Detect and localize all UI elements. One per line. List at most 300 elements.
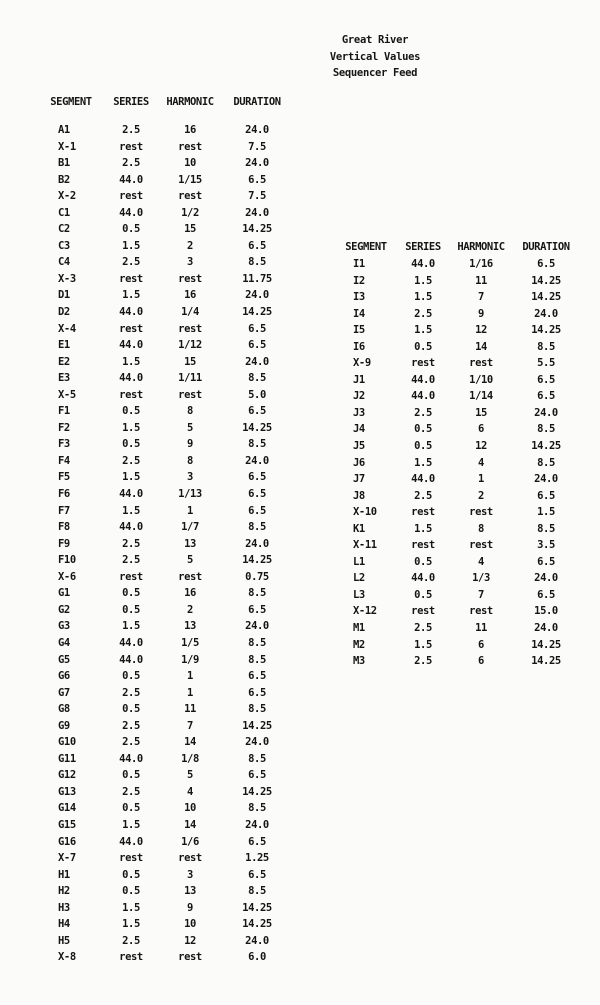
harmonic-cell: rest bbox=[178, 852, 202, 865]
duration-cell: 8.5 bbox=[537, 423, 555, 436]
duration-cell: 6.5 bbox=[248, 322, 266, 335]
duration-cell: 7.5 bbox=[248, 140, 266, 153]
segment-cell: G13 bbox=[58, 785, 76, 798]
series-cell: 1.5 bbox=[122, 901, 140, 914]
harmonic-cell: 15 bbox=[184, 355, 196, 368]
duration-cell: 14.25 bbox=[242, 785, 272, 798]
duration-cell: 1.25 bbox=[245, 852, 269, 865]
duration-cell: 8.5 bbox=[248, 885, 266, 898]
duration-cell: 3.5 bbox=[537, 539, 555, 552]
duration-cell: 24.0 bbox=[534, 572, 558, 585]
harmonic-cell: 1/9 bbox=[181, 653, 199, 666]
series-cell: rest bbox=[411, 506, 435, 519]
duration-cell: 14.25 bbox=[531, 324, 561, 337]
series-cell: 0.5 bbox=[122, 802, 140, 815]
series-cell: 2.5 bbox=[122, 124, 140, 136]
segment-cell: F9 bbox=[58, 537, 70, 550]
segment-cell: F2 bbox=[58, 421, 70, 434]
segment-cell: F6 bbox=[58, 488, 70, 501]
series-cell: 1.5 bbox=[122, 818, 140, 831]
duration-cell: 5.0 bbox=[248, 388, 266, 401]
duration-header: DURATION bbox=[233, 96, 281, 108]
duration-cell: 24.0 bbox=[245, 124, 269, 136]
duration-cell: 14.25 bbox=[242, 901, 272, 914]
series-cell: 44.0 bbox=[411, 390, 435, 403]
document-title bbox=[300, 32, 450, 82]
series-cell: 1.5 bbox=[122, 918, 140, 931]
harmonic-header: HARMONIC bbox=[457, 241, 505, 253]
harmonic-header: HARMONIC bbox=[166, 96, 214, 108]
series-cell: 0.5 bbox=[122, 769, 140, 782]
harmonic-cell: 13 bbox=[184, 620, 196, 633]
duration-cell: 0.75 bbox=[245, 570, 269, 583]
segment-cell: I5 bbox=[353, 324, 365, 337]
series-cell: 0.5 bbox=[122, 885, 140, 898]
segment-cell: H5 bbox=[58, 934, 70, 947]
segment-cell: M3 bbox=[353, 655, 365, 668]
segment-cell: X-12 bbox=[353, 605, 377, 618]
harmonic-cell: 13 bbox=[184, 885, 196, 898]
duration-cell: 8.5 bbox=[248, 587, 266, 600]
duration-cell: 6.0 bbox=[248, 951, 266, 964]
harmonic-cell: 1/7 bbox=[181, 521, 199, 534]
series-cell: 0.5 bbox=[414, 440, 432, 453]
title-line: Sequencer Feed bbox=[332, 67, 418, 79]
series-cell: 44.0 bbox=[119, 653, 143, 666]
harmonic-cell: 15 bbox=[475, 406, 487, 419]
harmonic-cell: 16 bbox=[184, 289, 196, 302]
duration-cell: 14.25 bbox=[242, 918, 272, 931]
series-cell: 2.5 bbox=[122, 157, 140, 170]
segment-cell: H4 bbox=[58, 918, 70, 931]
segment-cell: X-8 bbox=[58, 951, 76, 964]
series-cell: 44.0 bbox=[119, 636, 143, 649]
segment-cell: I3 bbox=[353, 291, 365, 304]
series-cell: 0.5 bbox=[122, 868, 140, 881]
duration-cell: 6.5 bbox=[248, 504, 266, 517]
series-cell: 2.5 bbox=[122, 686, 140, 699]
duration-cell: 8.5 bbox=[248, 438, 266, 451]
harmonic-cell: 13 bbox=[184, 537, 196, 550]
segment-cell: X-2 bbox=[58, 190, 76, 203]
segment-cell: C4 bbox=[58, 256, 70, 269]
segment-cell: G12 bbox=[58, 769, 76, 782]
segment-cell: H3 bbox=[58, 901, 70, 914]
duration-cell: 24.0 bbox=[534, 622, 558, 635]
segment-cell: G2 bbox=[58, 603, 70, 616]
duration-cell: 6.5 bbox=[537, 555, 555, 568]
series-cell: 1.5 bbox=[414, 638, 432, 651]
series-cell: 1.5 bbox=[122, 355, 140, 368]
duration-cell: 8.5 bbox=[248, 372, 266, 385]
segment-cell: G3 bbox=[58, 620, 70, 633]
harmonic-cell: 1/10 bbox=[469, 373, 493, 386]
series-cell: rest bbox=[411, 357, 435, 370]
series-header: SERIES bbox=[113, 96, 149, 108]
series-cell: 2.5 bbox=[122, 934, 140, 947]
segment-cell: L2 bbox=[353, 572, 365, 585]
segment-cell: G4 bbox=[58, 636, 70, 649]
duration-cell: 14.25 bbox=[242, 554, 272, 567]
harmonic-cell: 1/8 bbox=[181, 752, 199, 765]
harmonic-cell: 1/2 bbox=[181, 206, 199, 219]
harmonic-cell: 1/16 bbox=[469, 258, 493, 270]
harmonic-cell: 11 bbox=[475, 274, 487, 287]
segment-cell: J6 bbox=[353, 456, 365, 469]
segment-cell: G6 bbox=[58, 670, 70, 683]
series-cell: 2.5 bbox=[122, 537, 140, 550]
series-cell: 2.5 bbox=[414, 622, 432, 635]
series-cell: 2.5 bbox=[414, 489, 432, 502]
segment-cell: J4 bbox=[353, 423, 365, 436]
series-cell: 0.5 bbox=[122, 438, 140, 451]
duration-cell: 6.5 bbox=[537, 390, 555, 403]
segment-cell: M1 bbox=[353, 622, 365, 635]
segment-cell: F8 bbox=[58, 521, 70, 534]
segment-cell: J1 bbox=[353, 373, 365, 386]
segment-cell: D2 bbox=[58, 306, 70, 319]
harmonic-cell: 1/14 bbox=[469, 390, 493, 403]
series-cell: 2.5 bbox=[122, 719, 140, 732]
segment-cell: J7 bbox=[353, 473, 365, 486]
segment-cell: J5 bbox=[353, 440, 365, 453]
series-cell: 2.5 bbox=[414, 307, 432, 320]
duration-cell: 24.0 bbox=[245, 157, 269, 170]
segment-cell: L1 bbox=[353, 555, 365, 568]
harmonic-cell: rest bbox=[469, 357, 493, 370]
segment-cell: E1 bbox=[58, 339, 70, 352]
harmonic-cell: rest bbox=[178, 190, 202, 203]
harmonic-cell: 1 bbox=[187, 504, 193, 517]
harmonic-cell: 1/12 bbox=[178, 339, 202, 352]
harmonic-cell: rest bbox=[469, 539, 493, 552]
harmonic-cell: 10 bbox=[184, 918, 196, 931]
harmonic-cell: 1/5 bbox=[181, 636, 199, 649]
harmonic-cell: rest bbox=[178, 388, 202, 401]
segment-cell: M2 bbox=[353, 638, 365, 651]
series-cell: 0.5 bbox=[122, 703, 140, 716]
series-cell: rest bbox=[119, 570, 143, 583]
series-cell: 1.5 bbox=[414, 274, 432, 287]
duration-cell: 8.5 bbox=[537, 522, 555, 535]
series-cell: 1.5 bbox=[122, 620, 140, 633]
series-cell: 44.0 bbox=[119, 835, 143, 848]
series-cell: 2.5 bbox=[414, 655, 432, 668]
segment-cell: I2 bbox=[353, 274, 365, 287]
series-cell: 44.0 bbox=[411, 258, 435, 270]
title-line: Vertical Values bbox=[329, 50, 421, 63]
harmonic-cell: 9 bbox=[478, 307, 484, 320]
duration-cell: 24.0 bbox=[245, 289, 269, 302]
harmonic-cell: 7 bbox=[187, 719, 193, 732]
harmonic-cell: 8 bbox=[478, 522, 484, 535]
segment-cell: F10 bbox=[58, 554, 76, 567]
series-cell: 44.0 bbox=[119, 488, 143, 501]
segment-cell: X-9 bbox=[353, 357, 371, 370]
segment-cell: G10 bbox=[58, 736, 76, 749]
segment-cell: F3 bbox=[58, 438, 70, 451]
segment-cell: E2 bbox=[58, 355, 70, 368]
segment-cell: X-11 bbox=[353, 539, 377, 552]
harmonic-cell: 3 bbox=[187, 256, 193, 269]
duration-cell: 6.5 bbox=[537, 588, 555, 601]
harmonic-cell: 6 bbox=[478, 655, 484, 668]
series-cell: 44.0 bbox=[119, 372, 143, 385]
segment-cell: X-6 bbox=[58, 570, 76, 583]
harmonic-cell: 9 bbox=[187, 438, 193, 451]
duration-cell: 24.0 bbox=[245, 454, 269, 467]
segment-cell: X-3 bbox=[58, 272, 76, 285]
harmonic-cell: 12 bbox=[475, 324, 487, 337]
segment-cell: X-4 bbox=[58, 322, 76, 335]
duration-cell: 6.5 bbox=[248, 769, 266, 782]
segment-cell: G11 bbox=[58, 752, 76, 765]
duration-cell: 24.0 bbox=[534, 307, 558, 320]
duration-cell: 14.25 bbox=[242, 719, 272, 732]
duration-cell: 6.5 bbox=[248, 471, 266, 484]
harmonic-cell: 4 bbox=[478, 456, 484, 469]
segment-cell: C1 bbox=[58, 206, 70, 219]
series-cell: 1.5 bbox=[122, 239, 140, 252]
segment-cell: F7 bbox=[58, 504, 70, 517]
harmonic-cell: 8 bbox=[187, 405, 193, 418]
series-cell: rest bbox=[119, 388, 143, 401]
harmonic-cell: 1/3 bbox=[472, 572, 490, 585]
series-cell: 2.5 bbox=[122, 736, 140, 749]
duration-cell: 11.75 bbox=[242, 272, 272, 285]
harmonic-cell: rest bbox=[178, 322, 202, 335]
duration-cell: 8.5 bbox=[537, 456, 555, 469]
segment-cell: G1 bbox=[58, 587, 70, 600]
harmonic-cell: 5 bbox=[187, 554, 193, 567]
segment-cell: G15 bbox=[58, 818, 76, 831]
series-cell: 0.5 bbox=[122, 405, 140, 418]
harmonic-cell: 4 bbox=[187, 785, 193, 798]
duration-cell: 6.5 bbox=[537, 489, 555, 502]
segment-cell: G7 bbox=[58, 686, 70, 699]
duration-cell: 5.5 bbox=[537, 357, 555, 370]
segment-cell: X-5 bbox=[58, 388, 76, 401]
duration-cell: 6.5 bbox=[248, 670, 266, 683]
series-cell: 44.0 bbox=[119, 752, 143, 765]
duration-header: DURATION bbox=[522, 241, 570, 253]
harmonic-cell: 3 bbox=[187, 471, 193, 484]
harmonic-cell: 11 bbox=[475, 622, 487, 635]
duration-cell: 14.25 bbox=[242, 306, 272, 319]
harmonic-cell: 1/4 bbox=[181, 306, 199, 319]
segment-cell: H1 bbox=[58, 868, 70, 881]
series-cell: rest bbox=[119, 190, 143, 203]
title-line: Great River bbox=[341, 34, 409, 46]
harmonic-cell: 12 bbox=[475, 440, 487, 453]
segment-cell: H2 bbox=[58, 885, 70, 898]
harmonic-cell: 14 bbox=[475, 340, 487, 353]
segment-cell: G14 bbox=[58, 802, 76, 815]
harmonic-cell: 1/13 bbox=[178, 488, 202, 501]
duration-cell: 14.25 bbox=[242, 421, 272, 434]
duration-cell: 6.5 bbox=[248, 339, 266, 352]
duration-cell: 8.5 bbox=[248, 802, 266, 815]
duration-cell: 8.5 bbox=[248, 752, 266, 765]
segment-cell: X-10 bbox=[353, 506, 377, 519]
harmonic-cell: rest bbox=[178, 140, 202, 153]
harmonic-cell: 1 bbox=[187, 670, 193, 683]
duration-cell: 8.5 bbox=[248, 521, 266, 534]
segment-cell: B2 bbox=[58, 173, 70, 186]
harmonic-cell: 10 bbox=[184, 157, 196, 170]
duration-cell: 14.25 bbox=[531, 440, 561, 453]
segment-cell: G5 bbox=[58, 653, 70, 666]
harmonic-cell: 7 bbox=[478, 291, 484, 304]
duration-cell: 24.0 bbox=[534, 406, 558, 419]
harmonic-cell: 1/11 bbox=[178, 372, 202, 385]
duration-cell: 14.25 bbox=[531, 274, 561, 287]
series-cell: 2.5 bbox=[122, 785, 140, 798]
series-cell: 1.5 bbox=[122, 421, 140, 434]
harmonic-cell: 12 bbox=[184, 934, 196, 947]
harmonic-cell: 16 bbox=[184, 124, 196, 136]
segment-cell: F5 bbox=[58, 471, 70, 484]
series-cell: rest bbox=[119, 272, 143, 285]
segment-cell: I4 bbox=[353, 307, 365, 320]
duration-cell: 14.25 bbox=[531, 291, 561, 304]
duration-cell: 7.5 bbox=[248, 190, 266, 203]
segment-cell: I1 bbox=[353, 258, 365, 270]
segment-cell: F4 bbox=[58, 454, 70, 467]
series-cell: 44.0 bbox=[411, 373, 435, 386]
harmonic-cell: 1 bbox=[187, 686, 193, 699]
harmonic-cell: 10 bbox=[184, 802, 196, 815]
duration-cell: 14.25 bbox=[531, 638, 561, 651]
segment-cell: J2 bbox=[353, 390, 365, 403]
segment-cell: F1 bbox=[58, 405, 70, 418]
duration-cell: 24.0 bbox=[245, 537, 269, 550]
duration-cell: 6.5 bbox=[248, 835, 266, 848]
series-cell: 1.5 bbox=[414, 456, 432, 469]
duration-cell: 6.5 bbox=[248, 239, 266, 252]
series-cell: 1.5 bbox=[414, 291, 432, 304]
duration-cell: 24.0 bbox=[245, 736, 269, 749]
harmonic-cell: 1/15 bbox=[178, 173, 202, 186]
harmonic-cell: 2 bbox=[187, 603, 193, 616]
segment-cell: A1 bbox=[58, 124, 70, 136]
series-cell: 0.5 bbox=[122, 223, 140, 236]
harmonic-cell: 11 bbox=[184, 703, 196, 716]
series-cell: rest bbox=[119, 322, 143, 335]
duration-cell: 1.5 bbox=[537, 506, 555, 519]
series-cell: 0.5 bbox=[122, 587, 140, 600]
duration-cell: 15.0 bbox=[534, 605, 558, 618]
duration-cell: 14.25 bbox=[242, 223, 272, 236]
series-cell: 0.5 bbox=[122, 603, 140, 616]
harmonic-cell: 14 bbox=[184, 736, 196, 749]
duration-cell: 6.5 bbox=[537, 258, 555, 270]
segment-cell: L3 bbox=[353, 588, 365, 601]
harmonic-cell: 5 bbox=[187, 769, 193, 782]
series-cell: 2.5 bbox=[122, 554, 140, 567]
series-cell: 44.0 bbox=[119, 173, 143, 186]
harmonic-cell: 3 bbox=[187, 868, 193, 881]
harmonic-cell: 1/6 bbox=[181, 835, 199, 848]
series-cell: 1.5 bbox=[122, 471, 140, 484]
series-cell: 2.5 bbox=[122, 256, 140, 269]
series-cell: rest bbox=[119, 951, 143, 964]
harmonic-cell: 5 bbox=[187, 421, 193, 434]
harmonic-cell: 15 bbox=[184, 223, 196, 236]
series-header: SERIES bbox=[405, 241, 441, 253]
harmonic-cell: 14 bbox=[184, 818, 196, 831]
segment-cell: B1 bbox=[58, 157, 70, 170]
series-cell: 44.0 bbox=[411, 473, 435, 486]
duration-cell: 6.5 bbox=[248, 173, 266, 186]
series-cell: 2.5 bbox=[414, 406, 432, 419]
duration-cell: 24.0 bbox=[245, 818, 269, 831]
harmonic-cell: rest bbox=[469, 506, 493, 519]
harmonic-cell: 2 bbox=[478, 489, 484, 502]
segment-cell: X-1 bbox=[58, 140, 76, 153]
duration-cell: 24.0 bbox=[245, 620, 269, 633]
series-cell: 0.5 bbox=[414, 555, 432, 568]
duration-cell: 14.25 bbox=[531, 655, 561, 668]
duration-cell: 24.0 bbox=[245, 934, 269, 947]
duration-cell: 8.5 bbox=[248, 636, 266, 649]
harmonic-cell: 8 bbox=[187, 454, 193, 467]
harmonic-cell: rest bbox=[178, 570, 202, 583]
harmonic-cell: rest bbox=[178, 951, 202, 964]
segment-cell: X-7 bbox=[58, 852, 76, 865]
duration-cell: 8.5 bbox=[248, 653, 266, 666]
series-cell: 44.0 bbox=[411, 572, 435, 585]
segment-cell: G9 bbox=[58, 719, 70, 732]
series-cell: 44.0 bbox=[119, 206, 143, 219]
harmonic-cell: rest bbox=[178, 272, 202, 285]
duration-cell: 8.5 bbox=[248, 703, 266, 716]
duration-cell: 8.5 bbox=[537, 340, 555, 353]
series-cell: 1.5 bbox=[122, 504, 140, 517]
series-cell: 1.5 bbox=[122, 289, 140, 302]
harmonic-cell: rest bbox=[469, 605, 493, 618]
segment-cell: K1 bbox=[353, 522, 365, 535]
segment-cell: G8 bbox=[58, 703, 70, 716]
series-cell: 0.5 bbox=[414, 423, 432, 436]
series-cell: 1.5 bbox=[414, 522, 432, 535]
harmonic-cell: 2 bbox=[187, 239, 193, 252]
segment-header: SEGMENT bbox=[345, 241, 387, 253]
harmonic-cell: 7 bbox=[478, 588, 484, 601]
harmonic-cell: 1 bbox=[478, 473, 484, 486]
duration-cell: 6.5 bbox=[248, 405, 266, 418]
series-cell: 44.0 bbox=[119, 306, 143, 319]
duration-cell: 24.0 bbox=[245, 355, 269, 368]
series-cell: 44.0 bbox=[119, 521, 143, 534]
series-cell: rest bbox=[411, 539, 435, 552]
series-cell: 0.5 bbox=[414, 588, 432, 601]
series-cell: 0.5 bbox=[122, 670, 140, 683]
segment-cell: G16 bbox=[58, 835, 76, 848]
harmonic-cell: 6 bbox=[478, 423, 484, 436]
segment-cell: C2 bbox=[58, 223, 70, 236]
harmonic-cell: 6 bbox=[478, 638, 484, 651]
series-cell: rest bbox=[119, 852, 143, 865]
harmonic-cell: 4 bbox=[478, 555, 484, 568]
duration-cell: 6.5 bbox=[248, 488, 266, 501]
segment-cell: C3 bbox=[58, 239, 70, 252]
series-cell: 44.0 bbox=[119, 339, 143, 352]
series-cell: 2.5 bbox=[122, 454, 140, 467]
segment-header: SEGMENT bbox=[50, 96, 92, 108]
series-cell: rest bbox=[119, 140, 143, 153]
duration-cell: 6.5 bbox=[248, 686, 266, 699]
